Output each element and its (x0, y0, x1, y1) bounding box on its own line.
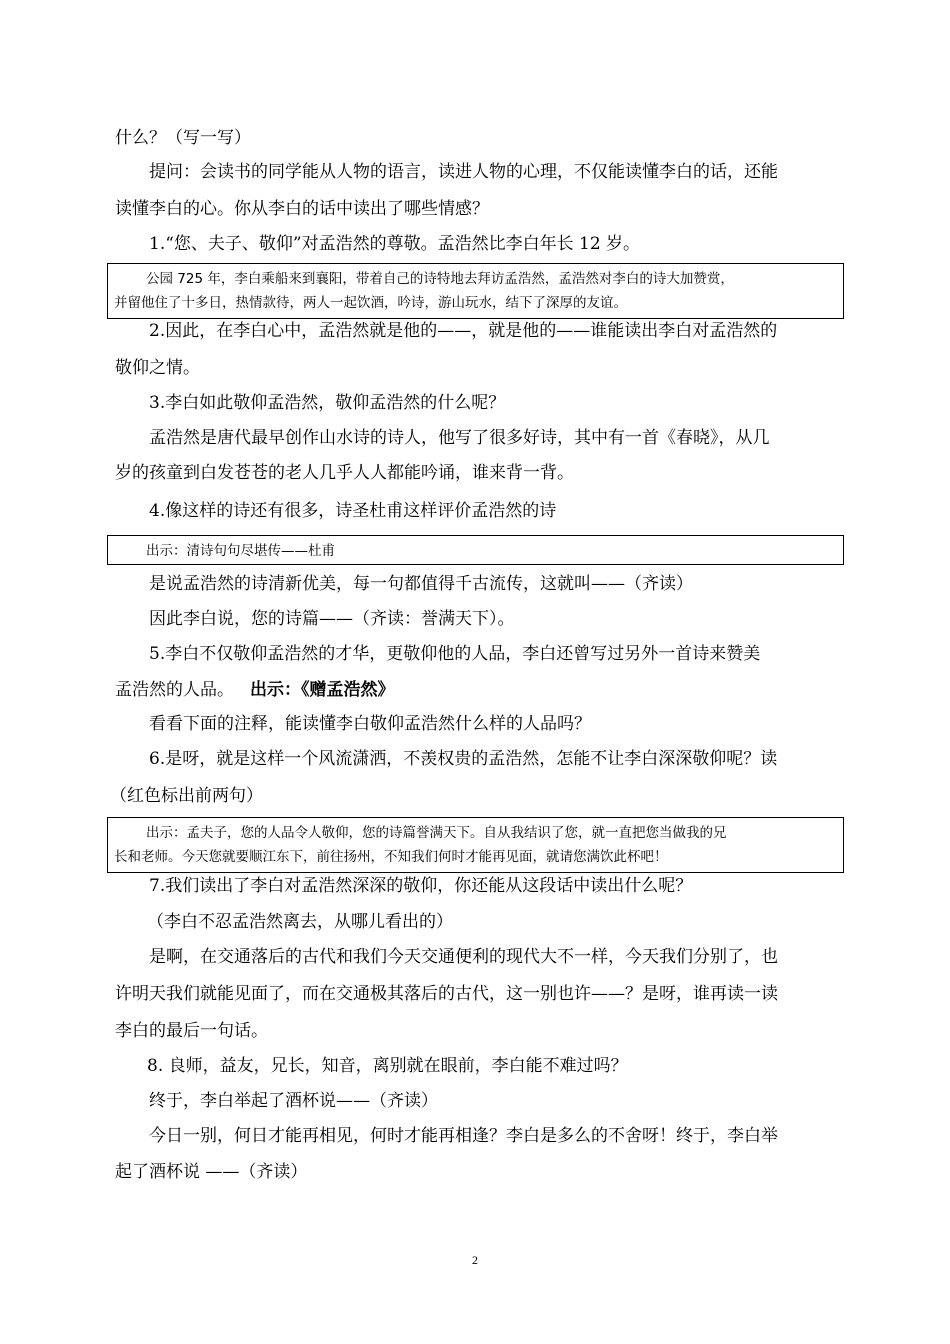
box-line: 出示：孟夫子，您的人品令人敬仰，您的诗篇誉满天下。自从我结识了您，就一直把您当做我的兄 (146, 825, 727, 841)
box-line: 出示：清诗句句尽堪传——杜甫 (146, 543, 335, 559)
text-line: 7.我们读出了李白对孟浩然深深的敬仰，你还能从这段话中读出什么呢？ (149, 876, 693, 896)
text-line: 5.李白不仅敬仰孟浩然的才华，更敬仰他的人品，李白还曾写过另外一首诗来赞美 (149, 644, 761, 664)
text-line: 孟浩然的人品。 (115, 680, 234, 700)
note-box-dufu (107, 535, 844, 565)
text-line: 什么？（写一写） (115, 128, 251, 148)
text-line: 8. 良师，益友，兄长，知音，离别就在眼前，李白能不难过吗？ (147, 1056, 628, 1076)
text-line: 3.李白如此敬仰孟浩然，敬仰孟浩然的什么呢？ (149, 393, 506, 413)
text-line: 因此李白说，您的诗篇——（齐读：誉满天下）。 (149, 609, 515, 629)
text-line: 6.是呀，就是这样一个风流潇洒，不羡权贵的孟浩然，怎能不让李白深深敬仰呢？读 (149, 749, 778, 769)
note-box-history (107, 263, 844, 319)
box-line: 并留他住了十多日，热情款待，两人一起饮酒，吟诗，游山玩水，结下了深厚的友谊。 (114, 295, 627, 311)
text-line: 岁的孩童到白发苍苍的老人几乎人人都能吟诵，谁来背一背。 (115, 463, 574, 483)
text-line: 2.因此，在李白心中，孟浩然就是他的——，就是他的——谁能读出李白对孟浩然的 (149, 321, 778, 341)
text-line: 看看下面的注释，能读懂李白敬仰孟浩然什么样的人品吗？ (149, 714, 591, 734)
text-line: （红色标出前两句） (110, 786, 263, 806)
page-number: 2 (472, 1253, 478, 1267)
text-line: 李白的最后一句话。 (115, 1021, 268, 1041)
text-line: 孟浩然是唐代最早创作山水诗的诗人，他写了很多好诗，其中有一首《春晓》，从几 (149, 428, 770, 448)
text-line: 是说孟浩然的诗清新优美，每一句都值得千古流传，这就叫——（齐读） (149, 574, 693, 594)
text-line: 许明天我们就能见面了，而在交通极其落后的古代，这一别也许——？是呀，谁再读一读 (115, 984, 778, 1004)
note-box-libai (107, 817, 844, 873)
text-line: 是啊，在交通落后的古代和我们今天交通便利的现代大不一样，今天我们分别了，也 (149, 947, 778, 967)
text-line: 读懂李白的心。你从李白的话中读出了哪些情感？ (115, 199, 489, 219)
text-line: （李白不忍孟浩然离去，从哪儿看出的） (147, 912, 453, 932)
text-line-bold: 出示：《赠孟浩然》 (250, 680, 395, 700)
box-line: 公园 725 年，李白乘船来到襄阳，带着自己的诗特地去拜访孟浩然，孟浩然对李白的诗大加赞赏， (146, 271, 734, 287)
text-line: 提问：会读书的同学能从人物的语言，读进人物的心理，不仅能读懂李白的话，还能 (149, 162, 778, 182)
text-line: 敬仰之情。 (115, 358, 200, 378)
text-line: 终于，李白举起了酒杯说——（齐读） (149, 1091, 438, 1111)
text-line: 4.像这样的诗还有很多，诗圣杜甫这样评价孟浩然的诗 (149, 501, 557, 521)
text-line: 1.“您、夫子、敬仰”对孟浩然的尊敬。孟浩然比李白年长 12 岁。 (149, 234, 641, 254)
text-line: 今日一别，何日才能再相见，何时才能再相逢？李白是多么的不舍呀！终于，李白举 (149, 1126, 778, 1146)
text-line: 起了酒杯说 ——（齐读） (115, 1162, 308, 1182)
box-line: 长和老师。今天您就要顺江东下，前往扬州，不知我们何时才能再见面，就请您满饮此杯吧！ (114, 849, 668, 865)
